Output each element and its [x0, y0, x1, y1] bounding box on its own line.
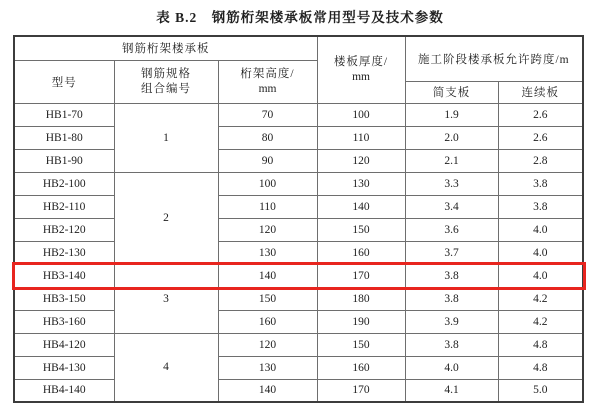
cell-simple-span: 3.4 [405, 195, 498, 218]
cell-slab-thickness: 130 [317, 172, 405, 195]
header-simple-support: 简支板 [405, 81, 498, 103]
cell-slab-thickness: 110 [317, 126, 405, 149]
cell-slab-thickness: 150 [317, 218, 405, 241]
cell-combo-no: 4 [114, 333, 218, 402]
cell-simple-span: 2.0 [405, 126, 498, 149]
header-rebar-combo-line1: 钢筋规格 [141, 67, 191, 80]
cell-slab-thickness: 160 [317, 356, 405, 379]
cell-model: HB1-70 [14, 103, 114, 126]
cell-model: HB4-130 [14, 356, 114, 379]
header-deck-group: 钢筋桁架楼承板 [14, 36, 317, 60]
cell-truss-height: 140 [218, 379, 317, 402]
table-row [14, 149, 583, 172]
cell-truss-height: 120 [218, 218, 317, 241]
table-row [14, 379, 583, 402]
cell-continuous-span: 3.8 [498, 172, 583, 195]
table-row [14, 356, 583, 379]
cell-simple-span: 3.8 [405, 264, 498, 287]
table-header [14, 36, 583, 103]
cell-truss-height: 70 [218, 103, 317, 126]
cell-model: HB4-140 [14, 379, 114, 402]
header-slab-thickness-line2: mm [352, 70, 370, 83]
cell-continuous-span: 4.8 [498, 333, 583, 356]
table-row [14, 310, 583, 333]
table-row [14, 195, 583, 218]
table-row [14, 241, 583, 264]
header-rebar-combo-line2: 组合编号 [141, 82, 191, 95]
cell-slab-thickness: 170 [317, 379, 405, 402]
cell-continuous-span: 4.0 [498, 264, 583, 287]
table-row [14, 126, 583, 149]
cell-slab-thickness: 140 [317, 195, 405, 218]
cell-continuous-span: 4.2 [498, 287, 583, 310]
table-row [14, 103, 583, 126]
cell-truss-height: 90 [218, 149, 317, 172]
cell-model: HB3-140 [14, 264, 114, 287]
cell-continuous-span: 4.8 [498, 356, 583, 379]
cell-model: HB2-110 [14, 195, 114, 218]
cell-continuous-span: 3.8 [498, 195, 583, 218]
header-truss-height [218, 60, 317, 103]
cell-combo-no: 1 [114, 103, 218, 172]
cell-truss-height: 130 [218, 241, 317, 264]
cell-simple-span: 4.1 [405, 379, 498, 402]
cell-truss-height: 150 [218, 287, 317, 310]
cell-simple-span: 4.0 [405, 356, 498, 379]
header-slab-thickness [317, 36, 405, 103]
header-continuous: 连续板 [498, 81, 583, 103]
cell-truss-height: 100 [218, 172, 317, 195]
table-row [14, 218, 583, 241]
table-row [14, 264, 583, 287]
header-truss-height-line2: mm [258, 82, 277, 95]
table-row [14, 333, 583, 356]
cell-continuous-span: 4.2 [498, 310, 583, 333]
table-body [14, 103, 583, 402]
header-allowable-span: 施工阶段楼承板允许跨度/m [405, 36, 583, 81]
cell-continuous-span: 4.0 [498, 241, 583, 264]
cell-continuous-span: 4.0 [498, 218, 583, 241]
cell-simple-span: 3.9 [405, 310, 498, 333]
cell-truss-height: 110 [218, 195, 317, 218]
cell-continuous-span: 2.8 [498, 149, 583, 172]
cell-simple-span: 1.9 [405, 103, 498, 126]
cell-truss-height: 130 [218, 356, 317, 379]
cell-slab-thickness: 150 [317, 333, 405, 356]
header-row-1 [14, 36, 583, 60]
cell-model: HB4-120 [14, 333, 114, 356]
cell-truss-height: 80 [218, 126, 317, 149]
cell-truss-height: 140 [218, 264, 317, 287]
cell-simple-span: 3.7 [405, 241, 498, 264]
cell-model: HB3-160 [14, 310, 114, 333]
cell-model: HB2-100 [14, 172, 114, 195]
cell-truss-height: 160 [218, 310, 317, 333]
cell-continuous-span: 2.6 [498, 103, 583, 126]
cell-simple-span: 3.3 [405, 172, 498, 195]
cell-combo-no: 3 [114, 264, 218, 333]
cell-simple-span: 2.1 [405, 149, 498, 172]
table-row [14, 172, 583, 195]
cell-slab-thickness: 100 [317, 103, 405, 126]
cell-slab-thickness: 170 [317, 264, 405, 287]
cell-simple-span: 3.8 [405, 287, 498, 310]
cell-model: HB1-90 [14, 149, 114, 172]
cell-combo-no: 2 [114, 172, 218, 264]
cell-slab-thickness: 120 [317, 149, 405, 172]
cell-model: HB2-130 [14, 241, 114, 264]
cell-model: HB1-80 [14, 126, 114, 149]
cell-model: HB2-120 [14, 218, 114, 241]
cell-slab-thickness: 180 [317, 287, 405, 310]
header-model: 型号 [14, 60, 114, 103]
cell-truss-height: 120 [218, 333, 317, 356]
table-caption: 表 B.2 钢筋桁架楼承板常用型号及技术参数 [156, 10, 444, 25]
spec-table [13, 35, 584, 403]
header-slab-thickness-line1: 楼板厚度/ [333, 55, 389, 68]
cell-simple-span: 3.6 [405, 218, 498, 241]
cell-continuous-span: 2.6 [498, 126, 583, 149]
cell-slab-thickness: 160 [317, 241, 405, 264]
cell-model: HB3-150 [14, 287, 114, 310]
table-row [14, 287, 583, 310]
cell-simple-span: 3.8 [405, 333, 498, 356]
header-truss-height-line1: 桁架高度/ [240, 67, 295, 80]
cell-slab-thickness: 190 [317, 310, 405, 333]
header-rebar-combo [114, 60, 218, 103]
cell-continuous-span: 5.0 [498, 379, 583, 402]
